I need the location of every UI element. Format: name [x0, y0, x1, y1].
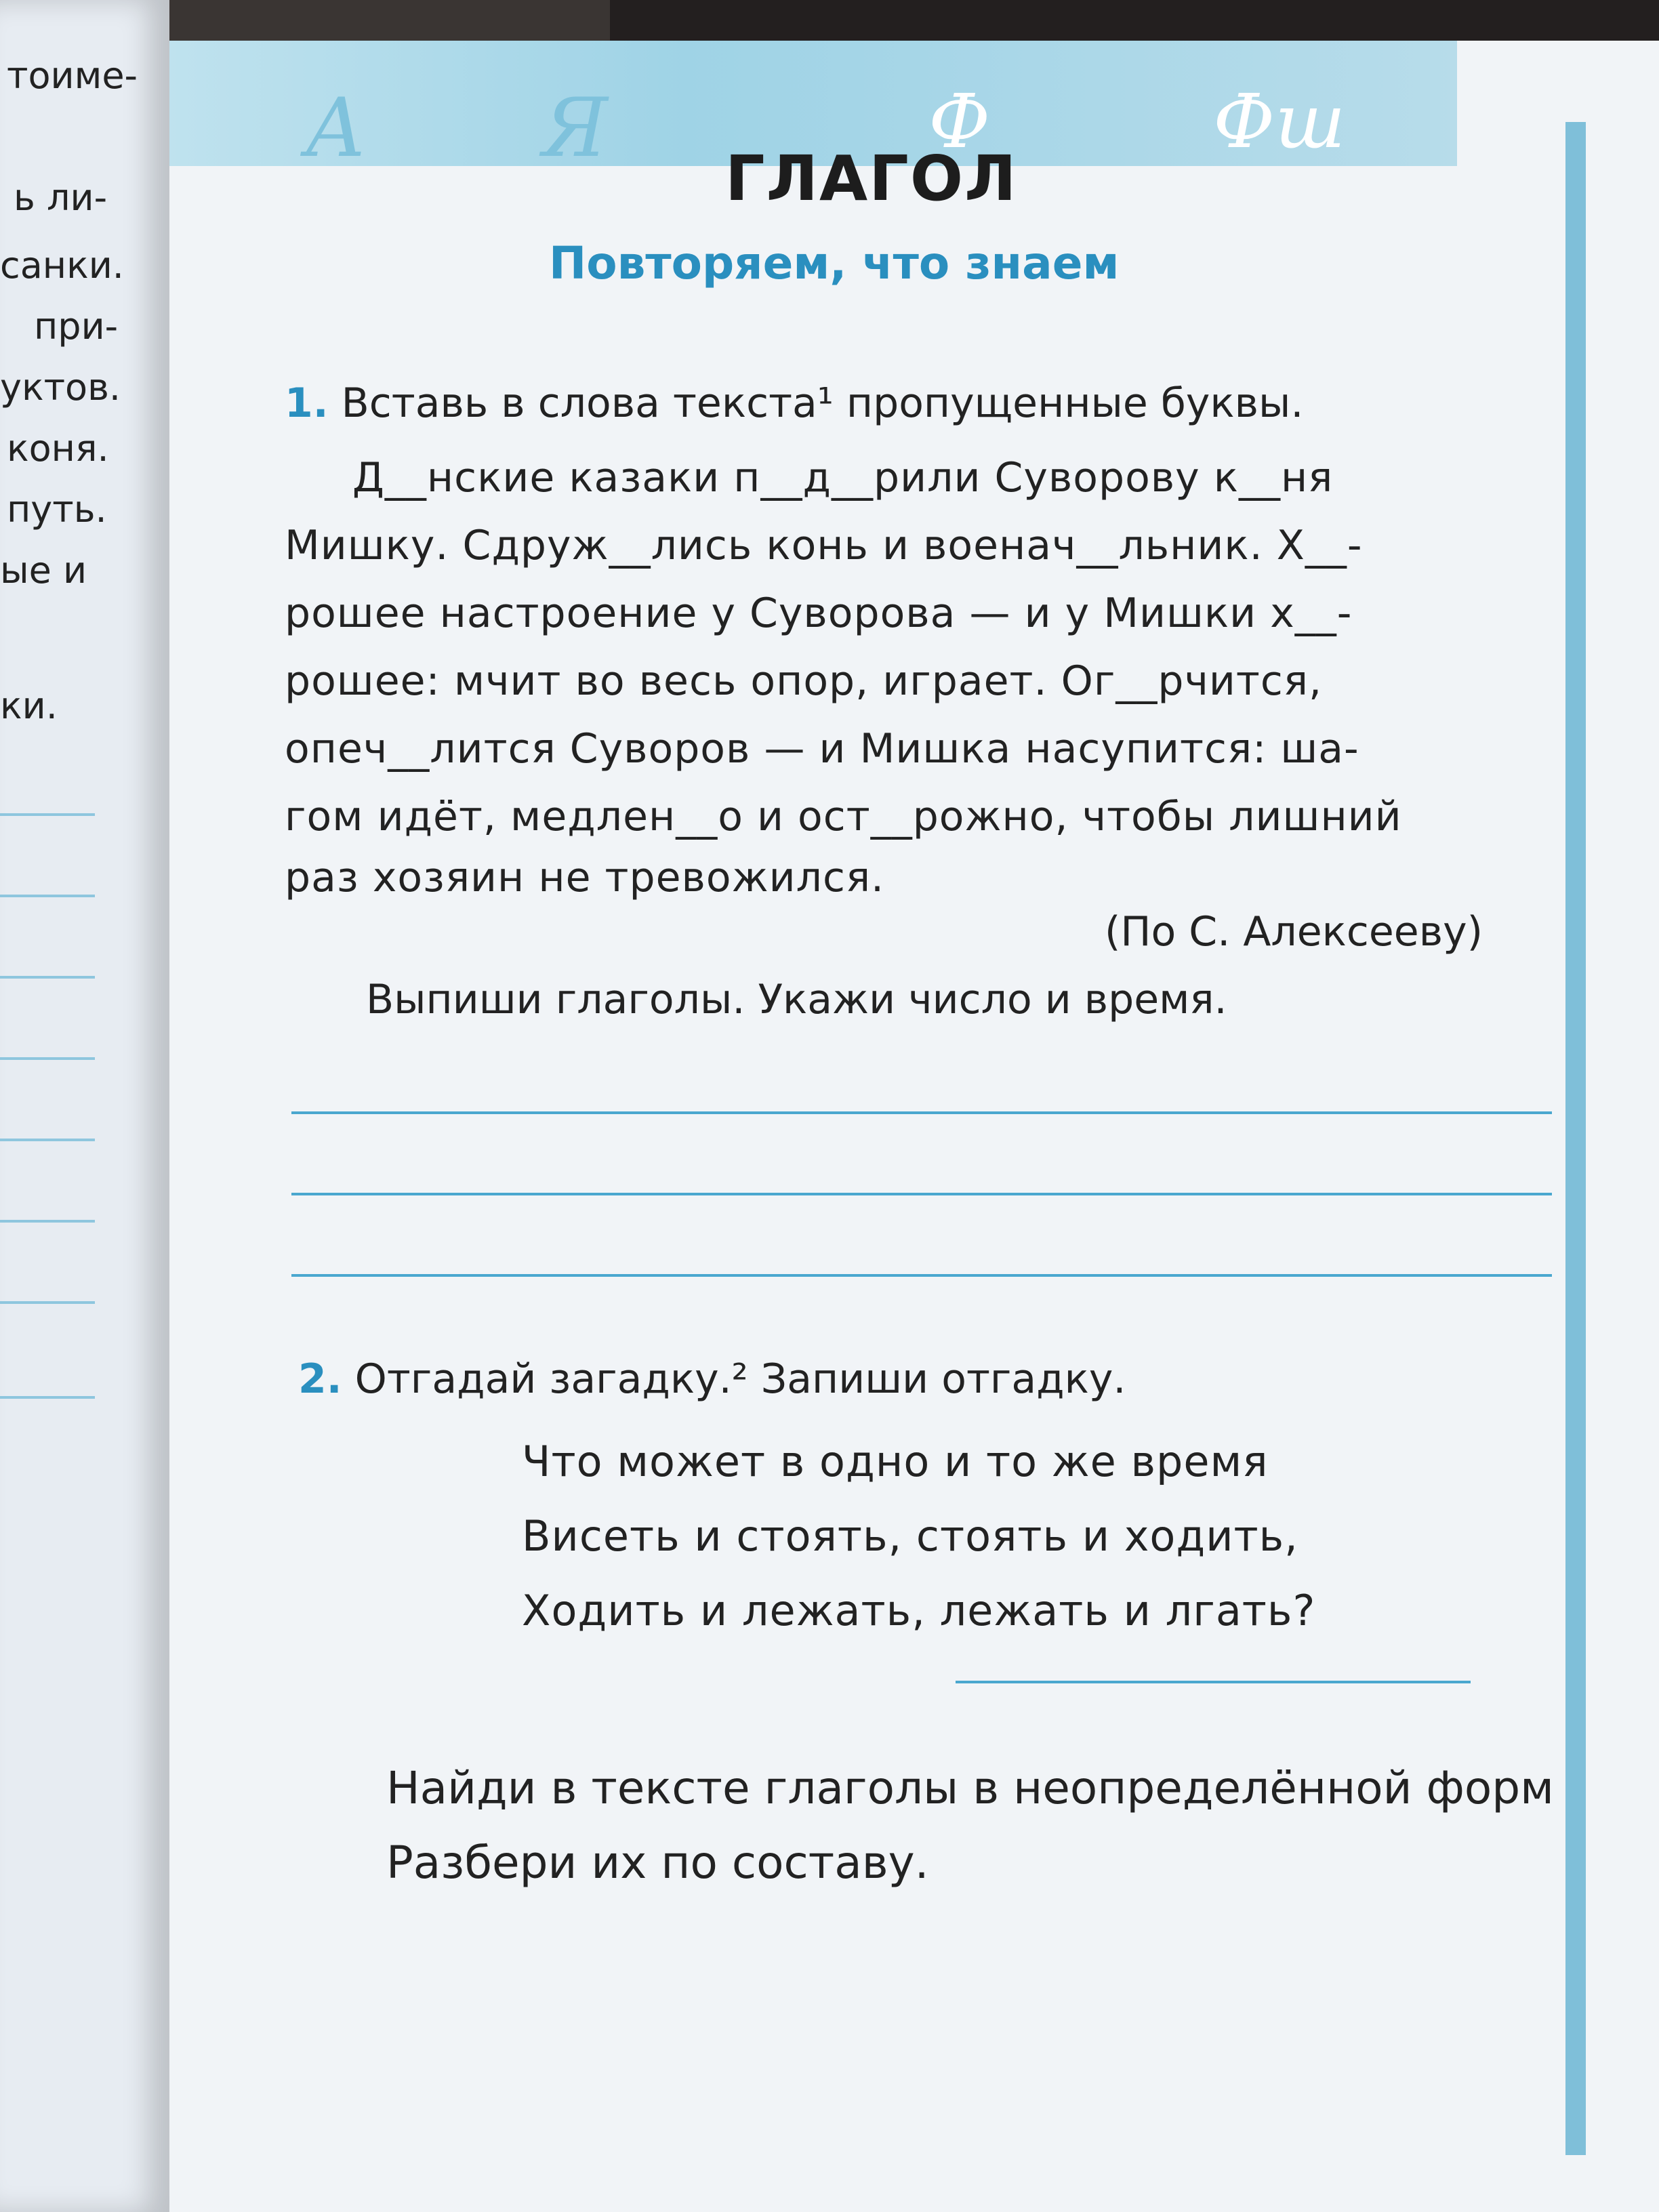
text-line: раз хозяин не тревожился. [285, 854, 885, 901]
answer-line[interactable] [291, 1193, 1552, 1195]
riddle-answer-line[interactable] [956, 1681, 1471, 1683]
left-fragment: путь. [7, 488, 107, 531]
left-fragment: ки. [0, 684, 58, 727]
left-fragment: санки. [0, 244, 124, 287]
left-fragment: при- [34, 305, 119, 348]
left-fragment: ь ли- [14, 176, 108, 219]
answer-line [0, 1301, 95, 1304]
band-letter: Ф [928, 78, 991, 165]
answer-line [0, 1396, 95, 1399]
riddle-line: Висеть и стоять, стоять и ходить, [522, 1511, 1298, 1561]
text-line: Д__нские казаки п__д__рили Суворову к__ня [352, 454, 1334, 501]
answer-line [0, 1220, 95, 1223]
author-credit: (По С. Алексееву) [1105, 908, 1483, 956]
answer-line[interactable] [291, 1111, 1552, 1114]
task1-heading [285, 380, 1303, 427]
band-letter: А [305, 81, 367, 176]
answer-line[interactable] [291, 1274, 1552, 1277]
final-task-line2: Разбери их по составу. [386, 1837, 929, 1889]
page-title: ГЛАГОЛ [725, 142, 1018, 215]
riddle-line: Что может в одно и то же время [522, 1437, 1269, 1486]
text-line: рошее: мчит во весь опор, играет. Ог__рчится, [285, 657, 1323, 705]
band-letter: Я [542, 81, 608, 176]
answer-line [0, 895, 95, 897]
task-number: 1. [285, 380, 329, 427]
workbook-page [169, 41, 1659, 2212]
text-line: гом идёт, медлен__о и ост__рожно, чтобы лишний [285, 793, 1402, 840]
left-fragment: уктов. [0, 366, 121, 409]
task-number: 2. [298, 1355, 342, 1403]
page-subtitle: Повторяем, что знаем [549, 237, 1120, 289]
riddle-line: Ходить и лежать, лежать и лгать? [522, 1586, 1316, 1635]
band-letter: Фш [1213, 78, 1346, 165]
left-page [0, 0, 169, 2212]
text-line: рошее настроение у Суворова — и у Мишки х__- [285, 590, 1353, 637]
subtask: Выпиши глаголы. Укажи число и время. [366, 976, 1227, 1023]
left-fragment: коня. [7, 427, 109, 470]
left-fragment: ые и [0, 549, 87, 592]
text-line: опеч__лится Суворов — и Мишка насупится: ша- [285, 725, 1359, 773]
task2-heading [298, 1355, 1126, 1403]
answer-line [0, 1057, 95, 1060]
answer-line [0, 1139, 95, 1141]
final-task-line1: Найди в тексте глаголы в неопределённой форм [386, 1762, 1554, 1814]
answer-line [0, 976, 95, 979]
task-instruction: Вставь в слова текста¹ пропущенные буквы. [341, 380, 1304, 427]
left-fragment: тоиме- [7, 54, 138, 97]
text-line: Мишку. Сдруж__лись конь и военач__льник. Х__- [285, 522, 1363, 569]
task-instruction: Отгадай загадку.² Запиши отгадку. [354, 1355, 1126, 1403]
answer-line [0, 813, 95, 816]
page-content [169, 41, 1659, 2212]
